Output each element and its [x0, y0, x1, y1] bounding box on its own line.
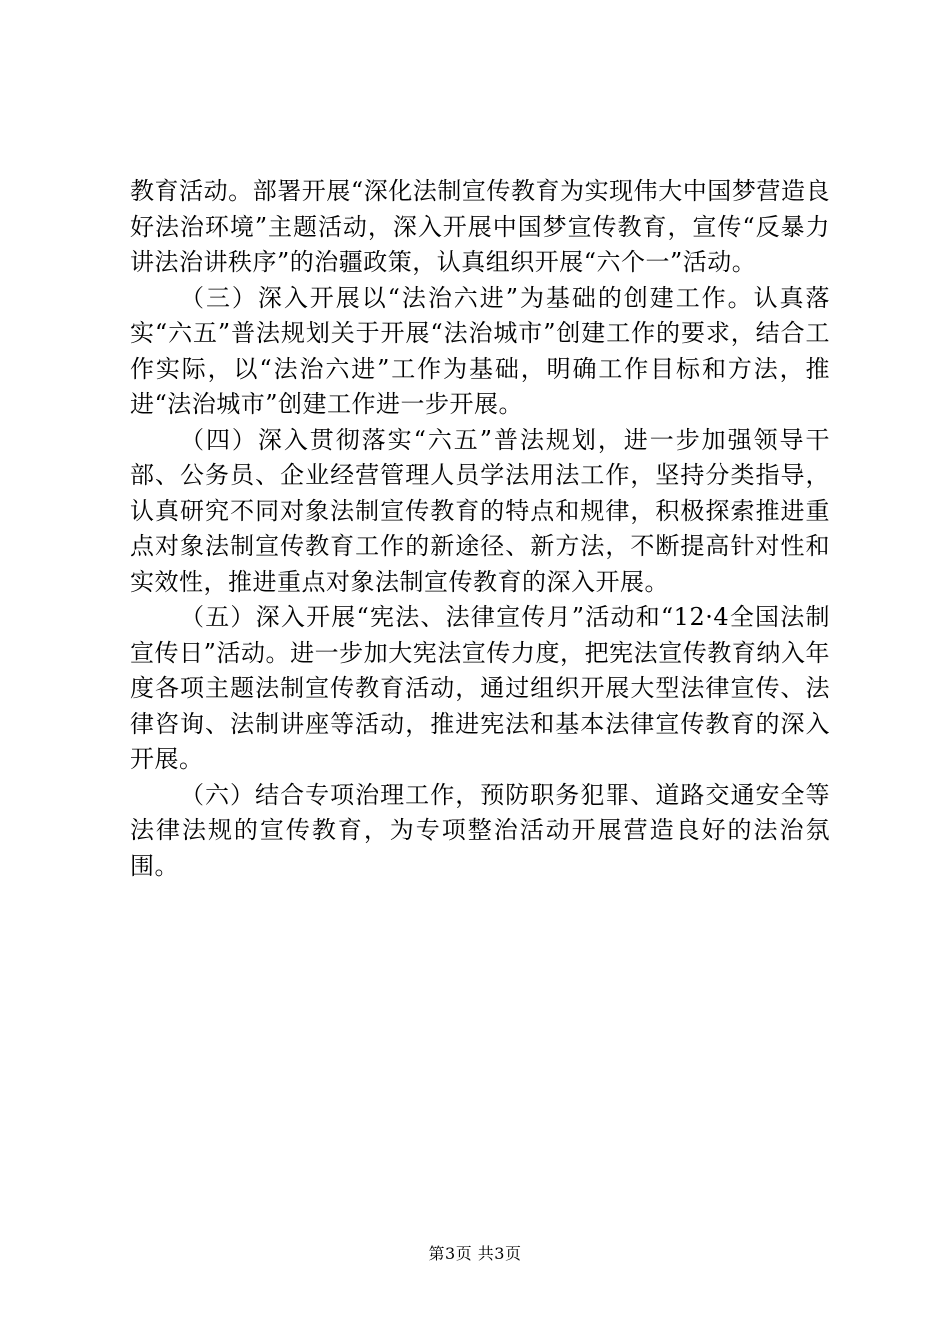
paragraph-section-6: （六）结合专项治理工作，预防职务犯罪、道路交通安全等法律法规的宣传教育，为专项整治活动开展营造良好的法治氛围。	[130, 780, 830, 880]
page-number-label: 第3页 共3页	[428, 1244, 522, 1263]
paragraph-section-3: （三）深入开展以“法治六进”为基础的创建工作。认真落实“六五”普法规划关于开展“法治城市”创建工作的要求，结合工作实际，以“法治六进”工作为基础，明确工作目标和方法，推进“法治城市”创建工作进一步开展。	[130, 283, 830, 418]
page-footer	[0, 1244, 950, 1264]
paragraph-continuation: 教育活动。部署开展“深化法制宣传教育为实现伟大中国梦营造良好法治环境”主题活动，深入开展中国梦宣传教育，宣传“反暴力讲法治讲秩序”的治疆政策，认真组织开展“六个一”活动。	[130, 177, 830, 276]
paragraph-section-5: （五）深入开展“宪法、法律宣传月”活动和“12·4全国法制宣传日”活动。进一步加大宪法宣传力度，把宪法宣传教育纳入年度各项主题法制宣传教育活动，通过组织开展大型法律宣传、法律咨询、法制讲座等活动，推进宪法和基本法律宣传教育的深入开展。	[130, 603, 830, 773]
document-body	[130, 174, 830, 884]
paragraph-section-4: （四）深入贯彻落实“六五”普法规划，进一步加强领导干部、公务员、企业经营管理人员学法用法工作，坚持分类指导，认真研究不同对象法制宣传教育的特点和规律，积极探索推进重点对象法制宣传教育工作的新途径、新方法，不断提高针对性和实效性，推进重点对象法制宣传教育的深入开展。	[130, 425, 830, 596]
